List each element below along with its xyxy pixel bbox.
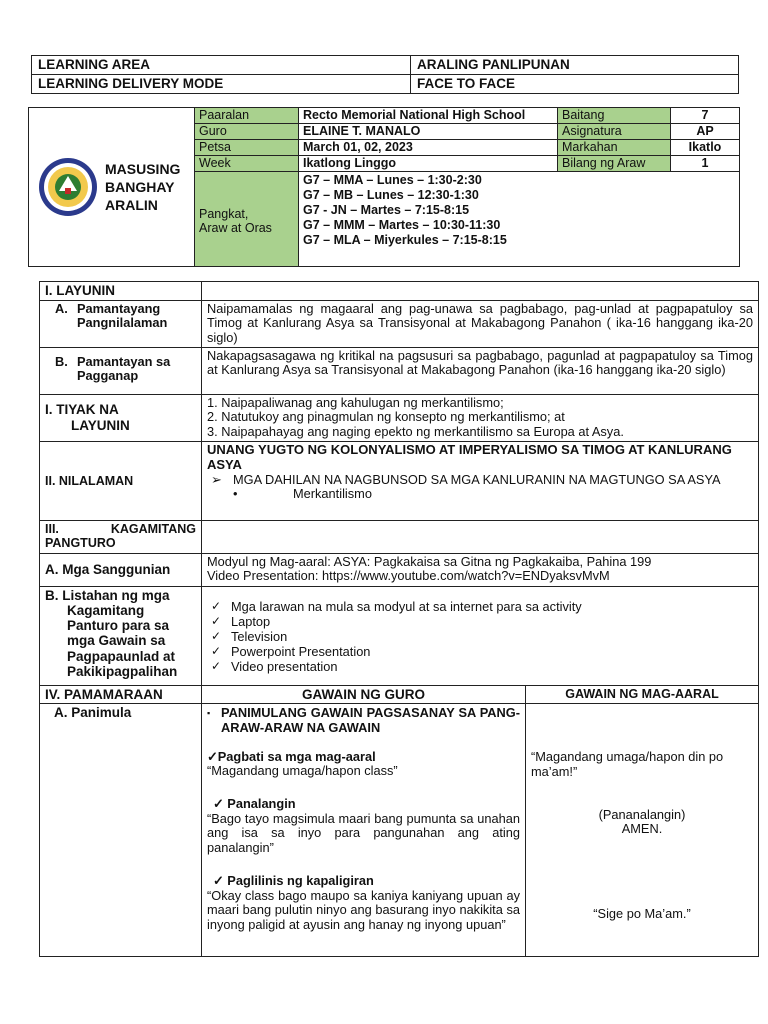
tiyak-item: 3. Naipapahayag ang naging epekto ng merkantilismo sa Europa at Asya. <box>207 424 624 440</box>
panalangin-response-1: (Pananalangin) <box>598 806 686 822</box>
tiyak-item: 2. Natutukoy ang pinagmulan ng konsepto ng merkantilismo; at <box>207 409 565 425</box>
petsa-value: March 01, 02, 2023 <box>299 140 558 156</box>
check-icon: ✓ <box>213 796 224 812</box>
week-value: Ikatlong Linggo <box>299 156 558 172</box>
nilalaman-arrow-item: ➢ MGA DAHILAN NA NAGBUNSOD SA MGA KANLURANIN NA MAGTUNGO SA ASYA <box>211 471 721 487</box>
pamantayan-label-1: Pamantayan sa <box>77 353 171 369</box>
baitang-label: Baitang <box>558 108 671 124</box>
paaralan-label: Paaralan <box>195 108 299 124</box>
checklist-item: ✓ Television <box>231 629 753 644</box>
lesson-plan-table <box>39 281 759 957</box>
kagamitan-blank <box>202 520 759 553</box>
panalangin-heading: ✓ Panalangin <box>213 796 296 812</box>
gawain-mag-aaral-cell <box>526 704 759 957</box>
kagamitan-label-2: PANGTURO <box>45 536 116 551</box>
listahan-label-line: mga Gawain sa <box>67 633 166 649</box>
kagamitan-checklist <box>207 599 753 674</box>
week-label: Week <box>195 156 299 172</box>
panalangin-response-2: AMEN. <box>621 821 663 837</box>
paaralan-value: Recto Memorial National High School <box>299 108 558 124</box>
pangkat-label-1: Pangkat, <box>199 206 249 221</box>
listahan-label-line: Panturo para sa <box>67 618 170 634</box>
pamantayan-pagganap-label-cell <box>40 347 202 394</box>
pangkat-row: G7 – MB – Lunes – 12:30-1:30 <box>303 188 479 202</box>
petsa-label: Petsa <box>195 140 299 156</box>
pangkat-label-cell <box>195 172 299 267</box>
tiyak-item: 1. Naipapaliwanag ang kahulugan ng merkantilismo; <box>207 394 504 410</box>
listahan-label-line: Kagamitang <box>67 602 145 618</box>
arrow-bullet-icon: ➢ <box>211 471 222 487</box>
baitang-value: 7 <box>671 108 740 124</box>
paglilinis-text: “Okay class bago maupo sa kaniya kaniyang upuan ay maari bang pulutin ninyo ang basurang inyo nakikita sa inyong paligid at ayusin ang hanay ng inyong upuan” <box>207 887 520 932</box>
pamantayan-letter: B. <box>55 353 68 369</box>
pamantayang-pangnilalaman-text: Naipamamalas ng magaaral ang pag-unawa sa pagbabago, pag-unlad at pagpapatuloy sa Timog at Kanlurang Asya sa Transisyonal at Makabagong Panahon ( ika-16 hanggang ika-20 siglo) <box>202 300 759 347</box>
check-icon: ✓ <box>207 748 218 764</box>
checklist-item: ✓ Mga larawan na mula sa modyul at sa internet para sa activity <box>231 599 753 614</box>
listahan-label-line: Pagpapaunlad at <box>67 648 176 664</box>
sanggunian-line: Video Presentation: https://www.youtube.com/watch?v=ENDyaksvMvM <box>207 568 610 584</box>
gawain-guro-cell <box>202 704 526 957</box>
pangkat-schedule-cell <box>299 172 740 267</box>
learning-area-label: LEARNING AREA <box>32 56 411 75</box>
sanggunian-line: Modyul ng Mag-aaral: ASYA: Pagkakaisa sa Gitna ng Pagkakaiba, Pahina 199 <box>207 553 652 569</box>
listahan-label-line: B. Listahan ng mga <box>45 587 170 603</box>
pagbati-response: “Magandang umaga/hapon din po ma’am!” <box>531 749 724 779</box>
panimula-title: PANIMULANG GAWAIN PAGSASANAY SA PANG-ARAW-ARAW NA GAWAIN <box>221 705 520 735</box>
bilang-value: 1 <box>671 156 740 172</box>
kagamitan-label-cell <box>40 520 202 553</box>
dot-bullet-icon: • <box>233 486 238 502</box>
nilalaman-bullet-item: • Merkantilismo <box>233 486 372 502</box>
pagbati-heading: ✓Pagbati sa mga mag-aaral <box>207 748 376 764</box>
layunin-heading-blank <box>202 282 759 301</box>
paglilinis-response: “Sige po Ma’am.” <box>593 906 691 922</box>
pangkat-label-2: Araw at Oras <box>199 221 272 235</box>
listahan-label-line: Pakikipagpalihan <box>67 663 178 679</box>
lesson-header-table <box>28 107 740 267</box>
nilalaman-content <box>202 441 759 520</box>
checklist-item: ✓ Powerpoint Presentation <box>231 644 753 659</box>
pamantayang-label-cell <box>40 300 202 347</box>
pangkat-row: G7 – MMA – Lunes – 1:30-2:30 <box>303 173 482 187</box>
school-seal-icon <box>37 156 99 218</box>
nilalaman-title: UNANG YUGTO NG KOLONYALISMO AT IMPERYALISMO SA TIMOG AT KANLURANG ASYA <box>207 441 732 472</box>
title-line-3: ARALIN <box>105 197 158 214</box>
pamantayang-letter: A. <box>55 300 68 316</box>
pangkat-row: G7 - JN – Martes – 7:15-8:15 <box>303 203 470 217</box>
learning-info-table <box>31 55 739 94</box>
bilang-label: Bilang ng Araw <box>558 156 671 172</box>
nilalaman-label: II. NILALAMAN <box>40 441 202 520</box>
gawain-mag-aaral-heading: GAWAIN NG MAG-AARAL <box>526 685 759 704</box>
asignatura-label: Asignatura <box>558 124 671 140</box>
tiyak-label-1: I. TIYAK NA <box>45 402 119 418</box>
check-icon: ✓ <box>213 872 224 888</box>
square-bullet-icon: ▪ <box>207 708 211 719</box>
kagamitan-label-1b: KAGAMITANG <box>110 521 196 536</box>
checklist-item: ✓ Laptop <box>231 614 753 629</box>
pagbati-text: “Magandang umaga/hapon class” <box>207 763 398 779</box>
pamantayang-label-1: Pamantayang <box>77 300 161 316</box>
checklist-item: ✓ Video presentation <box>231 659 753 674</box>
title-line-2: BANGHAY <box>105 178 175 195</box>
kagamitan-label-1: III. <box>45 521 59 536</box>
delivery-mode-label: LEARNING DELIVERY MODE <box>32 75 411 94</box>
gawain-guro-heading: GAWAIN NG GURO <box>202 685 526 704</box>
guro-value: ELAINE T. MANALO <box>299 124 558 140</box>
sanggunian-content <box>202 553 759 586</box>
sanggunian-label: A. Mga Sanggunian <box>40 553 202 586</box>
learning-area-value: ARALING PANLIPUNAN <box>411 56 739 75</box>
layunin-heading: I. LAYUNIN <box>40 282 202 301</box>
paglilinis-heading: ✓ Paglilinis ng kapaligiran <box>213 872 374 888</box>
pangkat-row: G7 – MLA – Miyerkules – 7:15-8:15 <box>303 233 507 247</box>
delivery-mode-value: FACE TO FACE <box>411 75 739 94</box>
tiyak-label-2: LAYUNIN <box>71 417 130 433</box>
pamantayan-label-2: Pagganap <box>77 368 139 384</box>
listahan-content <box>202 586 759 685</box>
panimula-label: A. Panimula <box>40 704 202 957</box>
pamantayan-pagganap-text: Nakapagsasagawa ng kritikal na pagsusuri sa pagbabago, pagunlad at pagpapatuloy sa Timog at Kanlurang Asya sa Transisyonal at Makabagong Panahon (ika-16 hanggang ika-20 siglo) <box>202 347 759 394</box>
markahan-value: Ikatlo <box>671 140 740 156</box>
asignatura-value: AP <box>671 124 740 140</box>
panalangin-text: “Bago tayo magsimula maari bang pumunta sa unahan ang isa sa inyo para pangunahan ang ating panalangin” <box>207 810 520 856</box>
guro-label: Guro <box>195 124 299 140</box>
pangkat-row: G7 – MMM – Martes – 10:30-11:30 <box>303 218 501 232</box>
listahan-label-cell <box>40 586 202 685</box>
tiyak-layunin-list <box>202 394 759 441</box>
markahan-label: Markahan <box>558 140 671 156</box>
title-line-1: MASUSING <box>105 160 181 177</box>
pamamaraan-label: IV. PAMAMARAAN <box>40 685 202 704</box>
tiyak-layunin-label-cell <box>40 394 202 441</box>
pamantayang-label-2: Pangnilalaman <box>77 315 168 331</box>
header-logo-title-cell <box>29 108 195 267</box>
